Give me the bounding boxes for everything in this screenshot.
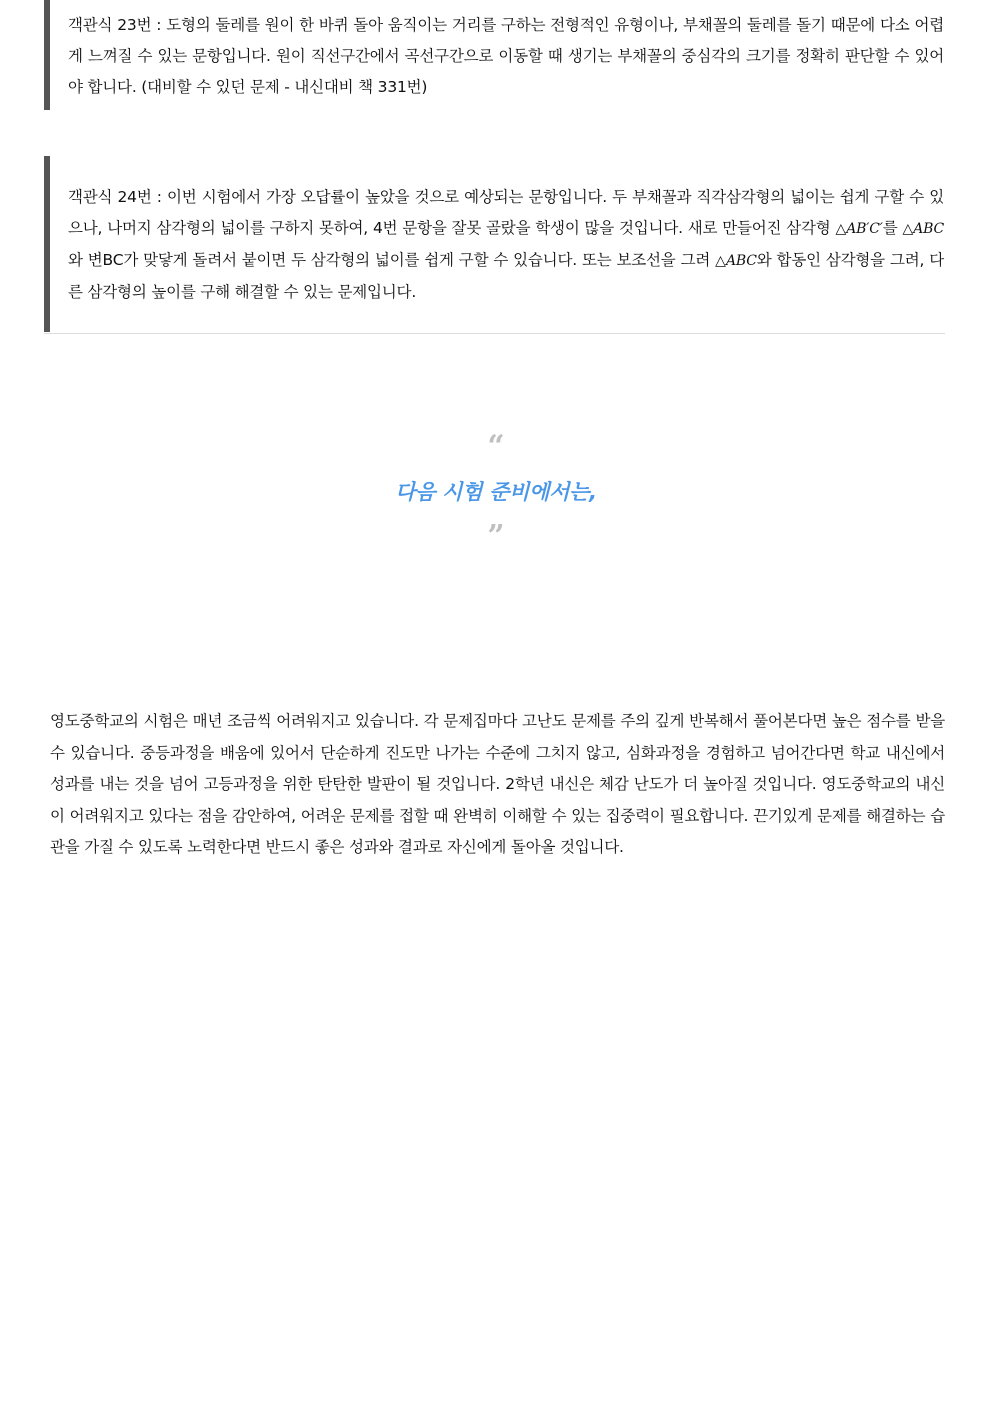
question-24-text-4: 와 합동인 삼각형을 그려, 다른 삼각형의 높이를 구해 해결할 수 있는 문제입니다. — [68, 251, 945, 301]
section-divider — [44, 333, 945, 334]
question-24-text-1: 객관식 24번 : 이번 시험에서 가장 오답률이 높았을 것으로 예상되는 문항입니다. 두 부채꼴과 직각삼각형의 넓이는 쉽게 구할 수 있으나, 나머지 삼각형의 넓이를 구하지 못하여, 4번 문항을 잘못 골랐을 학생이 많을 것입니다. 새로 만들어진 삼각형 — [68, 188, 944, 237]
close-quote-icon: ” — [487, 519, 505, 554]
triangle-abc: △ABC — [902, 221, 944, 237]
question-24-text-2: 를 — [882, 219, 903, 237]
question-24-commentary — [44, 156, 944, 332]
question-23-commentary — [44, 0, 944, 110]
pull-quote-heading: 다음 시험 준비에서는, — [395, 480, 597, 504]
triangle-ab-prime-c-prime: △AB′C′ — [835, 221, 883, 237]
triangle-abc-2: △ABC — [715, 253, 757, 269]
open-quote-icon: “ — [487, 429, 505, 464]
question-23-text: 객관식 23번 : 도형의 둘레를 원이 한 바퀴 돌아 움직이는 거리를 구하는 전형적인 유형이나, 부채꼴의 둘레를 돌기 때문에 다소 어렵게 느껴질 수 있는 문항입니다. 원이 직선구간에서 곡선구간으로 이동할 때 생기는 부채꼴의 중심각의 크기를 정확히 판단할 수 있어야 합니다. (대비할 수 있던 문제 - 내신대비 책 331번) — [68, 16, 944, 96]
question-24-text-3: 와 변BC가 맞닿게 돌려서 붙이면 두 삼각형의 넓이를 쉽게 구할 수 있습니다. 또는 보조선을 그려 — [68, 251, 716, 269]
summary-paragraph: 영도중학교의 시험은 매년 조금씩 어려워지고 있습니다. 각 문제집마다 고난도 문제를 주의 깊게 반복해서 풀어본다면 높은 점수를 받을 수 있습니다. 중등과정을 배움에 있어서 단순하게 진도만 나가는 수준에 그치지 않고, 심화과정을 경험하고 넘어간다면 학교 내신에서 성과를 내는 것을 넘어 고등과정을 위한 탄탄한 발판이 될 것입니다. 2학년 내신은 체감 난도가 더 높아질 것입니다. 영도중학교의 내신이 어려워지고 있다는 점을 감안하여, 어려운 문제를 접할 때 완벽히 이해할 수 있는 집중력이 필요합니다. 끈기있게 문제를 해결하는 습관을 가질 수 있도록 노력한다면 반드시 좋은 성과와 결과로 자신에게 돌아올 것입니다. — [50, 712, 945, 856]
